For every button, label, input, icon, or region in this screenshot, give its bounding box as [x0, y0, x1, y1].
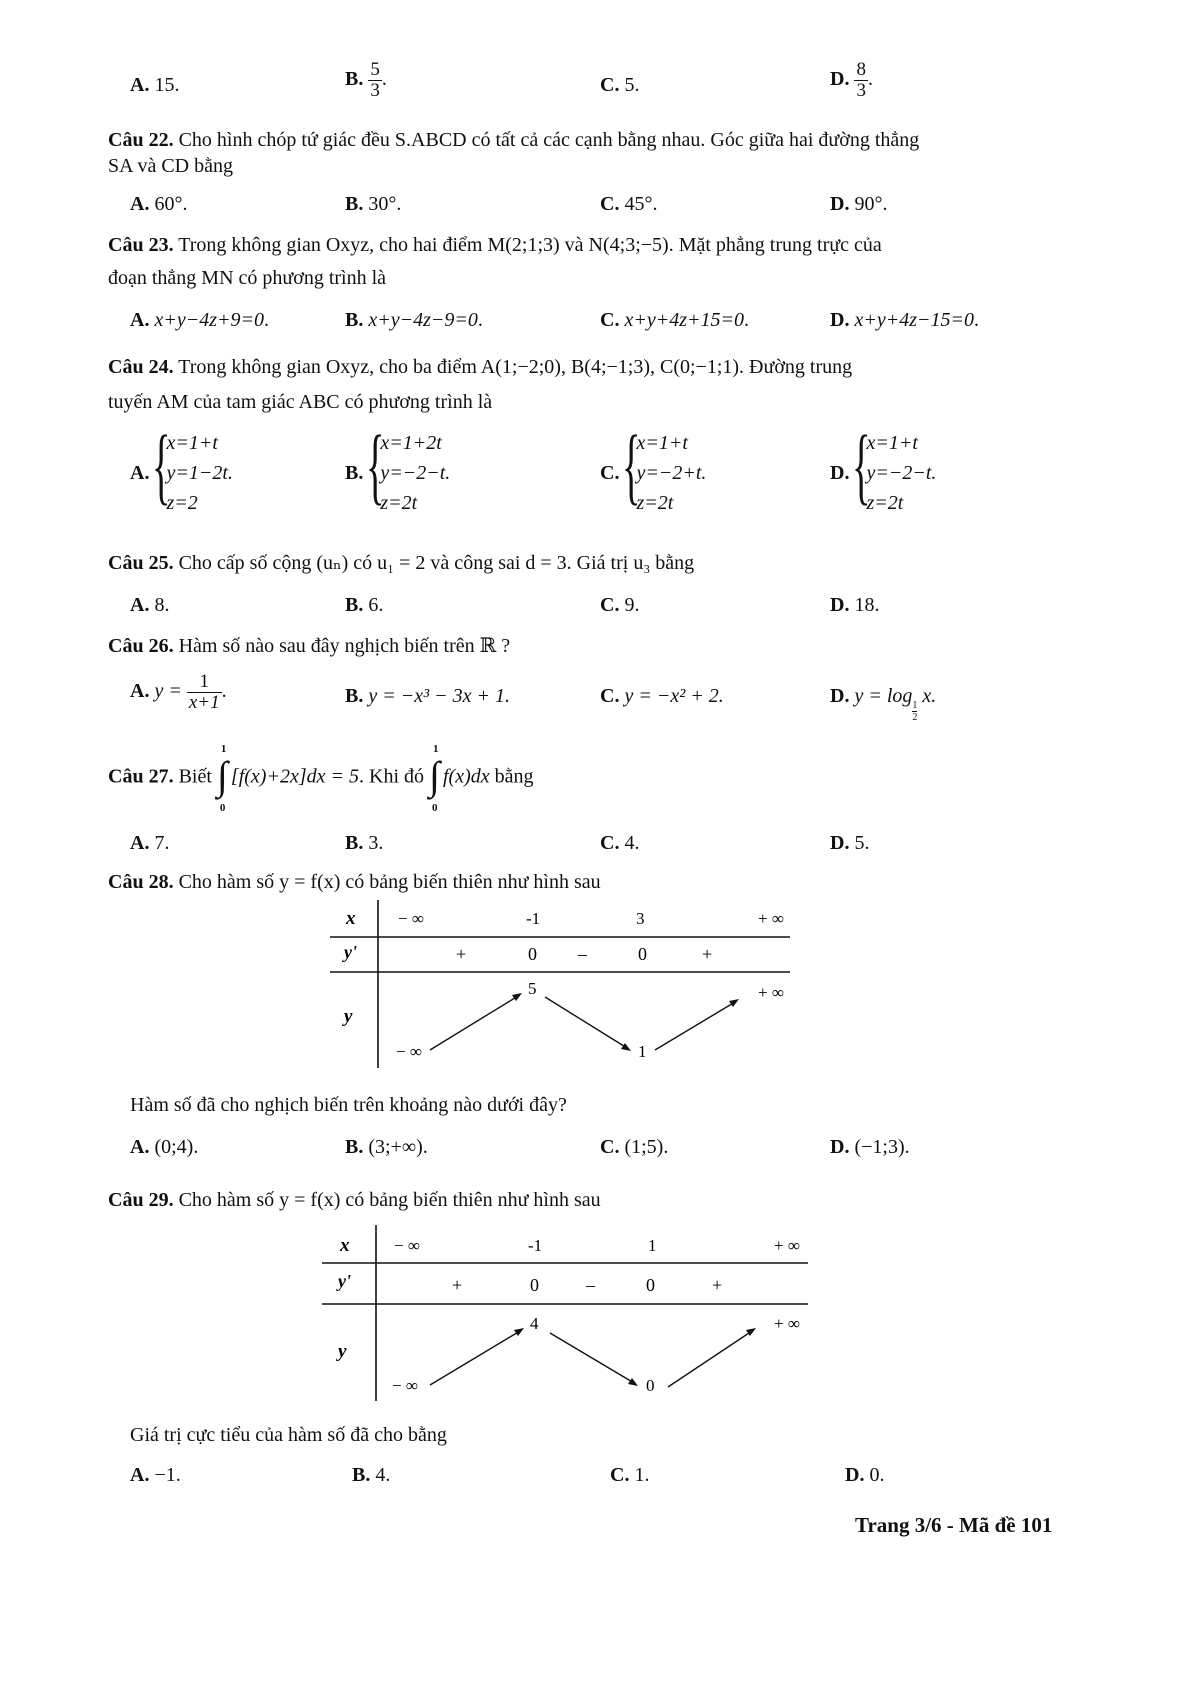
q29-option-d[interactable]: D. 0.	[845, 1464, 885, 1486]
q24-stem-line2: tuyến AM của tam giác ABC có phương trình là	[108, 391, 493, 413]
x-value: + ∞	[758, 909, 784, 928]
q21-option-a[interactable]: A. 15.	[130, 74, 180, 96]
q29-option-b[interactable]: B. 4.	[352, 1464, 391, 1486]
equation-system: { x=1+t y=−2−t. z=2t	[852, 417, 937, 514]
sign: 0	[646, 1275, 655, 1295]
y-prime-label: y'	[344, 942, 357, 962]
x-value: − ∞	[394, 1236, 420, 1255]
q28-option-d[interactable]: D. (−1;3).	[830, 1136, 910, 1158]
decrease-arrow	[550, 1333, 634, 1383]
y-min-value: 0	[646, 1376, 655, 1395]
y-min-value: 1	[638, 1042, 647, 1061]
arrow-head	[729, 999, 739, 1007]
q22-stem-line2: SA và CD bằng	[108, 155, 233, 177]
q25-stem: Câu 25. Cho cấp số cộng (uₙ) có u₁ = 2 và công sai d = 3. Giá trị u₃ bằng	[108, 552, 695, 574]
y-max-value: 5	[528, 979, 537, 998]
q25-option-a[interactable]: A. 8.	[130, 594, 170, 616]
q26-stem: Câu 26. Hàm số nào sau đây nghịch biến trên ℝ ?	[108, 635, 511, 657]
arrow-head	[621, 1043, 631, 1051]
q22-option-a[interactable]: A. 60°.	[130, 193, 188, 215]
equation-system: { x=1+t y=1−2t. z=2	[152, 417, 233, 514]
q29-option-a[interactable]: A. −1.	[130, 1464, 181, 1486]
y-end-value: + ∞	[758, 983, 784, 1002]
page-footer: Trang 3/6 - Mã đề 101	[855, 1513, 1053, 1537]
q24-stem-line1: Câu 24. Trong không gian Oxyz, cho ba điểm A(1;−2;0), B(4;−1;3), C(0;−1;1). Đường trung	[108, 356, 853, 378]
x-value: -1	[526, 909, 541, 928]
q28-option-c[interactable]: C. (1;5).	[600, 1136, 669, 1158]
integral-sign: ∫ 1 0	[216, 743, 228, 814]
integral-sign: ∫ 1 0	[429, 743, 440, 814]
sign: +	[712, 1275, 723, 1295]
q21-option-b[interactable]: B. $\frac{5}{3}$ .	[345, 59, 387, 101]
x-value: + ∞	[774, 1236, 800, 1255]
sign: +	[456, 944, 467, 964]
q25-option-b[interactable]: B. 6.	[345, 594, 384, 616]
decrease-arrow	[545, 997, 627, 1048]
y-prime-label: y'	[338, 1271, 351, 1291]
q25-option-c[interactable]: C. 9.	[600, 594, 640, 616]
q24-option-c[interactable]: C. { x=1+t y=−2+t. z=2t	[600, 428, 706, 518]
sign: +	[452, 1275, 463, 1295]
y-max-value: 4	[530, 1314, 539, 1333]
q28-variation-table	[330, 900, 800, 1070]
q24-option-a[interactable]: A. { x=1+t y=1−2t. z=2	[130, 428, 233, 518]
q24-option-b[interactable]: B. { x=1+2t y=−2−t. z=2t	[345, 428, 450, 518]
q22-option-c[interactable]: C. 45°.	[600, 193, 658, 215]
x-value: − ∞	[398, 909, 424, 928]
increase-arrow	[668, 1331, 752, 1387]
q23-option-d[interactable]: D. x+y+4z−15=0.	[830, 309, 979, 331]
sign: 0	[528, 944, 537, 964]
sign: 0	[530, 1275, 539, 1295]
arrow-head	[512, 993, 522, 1001]
q29-stem: Câu 29. Cho hàm số y = f(x) có bảng biến thiên như hình sau	[108, 1189, 601, 1211]
q27-stem: Câu 27. Biết ∫ 1 0 [f(x)+2x]dx = 5. Khi đó ∫ 1 0 f(x)dx bằng	[108, 743, 534, 814]
q23-option-c[interactable]: C. x+y+4z+15=0.	[600, 309, 749, 331]
q28-option-b[interactable]: B. (3;+∞).	[345, 1136, 428, 1158]
q27-option-b[interactable]: B. 3.	[345, 832, 384, 854]
q26-option-c[interactable]: C. y = −x² + 2.	[600, 685, 724, 707]
q23-stem-line1: Câu 23. Trong không gian Oxyz, cho hai điểm M(2;1;3) và N(4;3;−5). Mặt phẳng trung trực của	[108, 234, 882, 256]
x-value: 3	[636, 909, 645, 928]
increase-arrow	[430, 996, 518, 1050]
y-start-value: − ∞	[396, 1042, 422, 1061]
arrow-head	[628, 1378, 638, 1386]
equation-system: { x=1+t y=−2+t. z=2t	[622, 417, 707, 514]
y-label: y	[344, 1006, 353, 1027]
q27-option-a[interactable]: A. 7.	[130, 832, 170, 854]
x-label: x	[346, 908, 356, 929]
q28-question: Hàm số đã cho nghịch biến trên khoảng nào dưới đây?	[130, 1094, 567, 1116]
y-label: y	[338, 1341, 347, 1362]
x-value: -1	[528, 1236, 543, 1255]
sign: 0	[638, 944, 647, 964]
q23-option-b[interactable]: B. x+y−4z−9=0.	[345, 309, 483, 331]
q29-option-c[interactable]: C. 1.	[610, 1464, 650, 1486]
q25-option-d[interactable]: D. 18.	[830, 594, 880, 616]
y-end-value: + ∞	[774, 1314, 800, 1333]
increase-arrow	[430, 1331, 520, 1385]
q26-option-a[interactable]: A. y = $\frac{1}{x+1}$ .	[130, 671, 227, 713]
increase-arrow	[655, 1002, 735, 1050]
q29-variation-table	[322, 1225, 812, 1405]
q28-stem: Câu 28. Cho hàm số y = f(x) có bảng biến thiên như hình sau	[108, 871, 601, 893]
equation-system: { x=1+2t y=−2−t. z=2t	[366, 417, 451, 514]
sign: –	[586, 1275, 595, 1295]
q26-option-b[interactable]: B. y = −x³ − 3x + 1.	[345, 685, 510, 707]
sign: –	[578, 944, 587, 964]
q28-option-a[interactable]: A. (0;4).	[130, 1136, 199, 1158]
q26-option-d[interactable]: D. y = log $\frac{1}{2}$ x.	[830, 685, 937, 723]
q21-option-d[interactable]: D. $\frac{8}{3}$ .	[830, 59, 873, 101]
arrow-head	[514, 1328, 524, 1336]
x-value: 1	[648, 1236, 657, 1255]
q27-option-d[interactable]: D. 5.	[830, 832, 870, 854]
q22-stem-line1: Câu 22. Cho hình chóp tứ giác đều S.ABCD có tất cả các cạnh bằng nhau. Góc giữa hai đường thẳng	[108, 129, 920, 151]
y-start-value: − ∞	[392, 1376, 418, 1395]
q24-option-d[interactable]: D. { x=1+t y=−2−t. z=2t	[830, 428, 936, 518]
q23-option-a[interactable]: A. x+y−4z+9=0.	[130, 309, 269, 331]
q21-option-c[interactable]: C. 5.	[600, 74, 640, 96]
q27-option-c[interactable]: C. 4.	[600, 832, 640, 854]
sign: +	[702, 944, 713, 964]
x-label: x	[340, 1235, 350, 1256]
q22-option-b[interactable]: B. 30°.	[345, 193, 402, 215]
q23-stem-line2: đoạn thẳng MN có phương trình là	[108, 267, 387, 289]
q29-question: Giá trị cực tiểu của hàm số đã cho bằng	[130, 1424, 447, 1446]
q22-option-d[interactable]: D. 90°.	[830, 193, 888, 215]
